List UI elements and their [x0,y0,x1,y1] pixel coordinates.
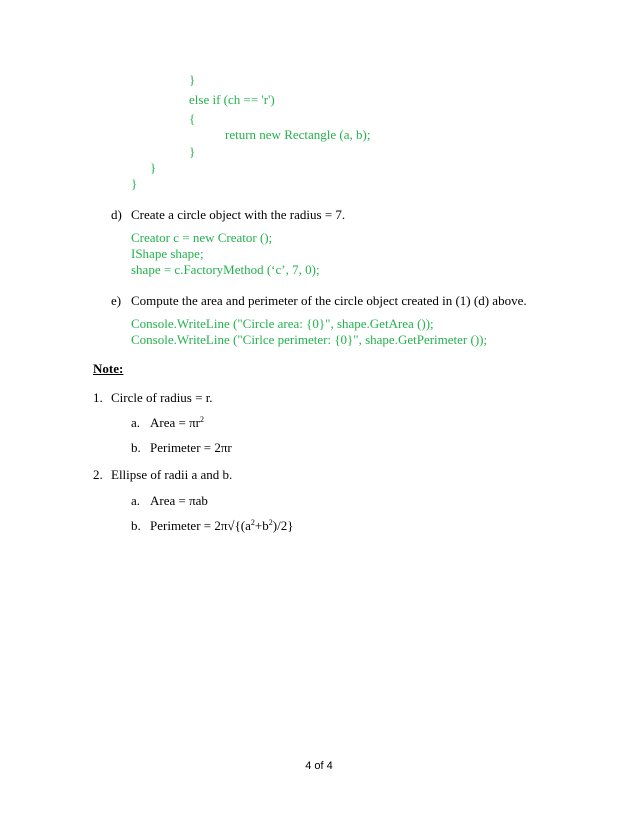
superscript: 2 [268,518,273,527]
formula-text: Area = πr [150,415,200,430]
superscript: 2 [199,415,204,424]
formula-text: Perimeter = 2π√{(a [150,518,251,533]
list-marker: a. [131,415,141,430]
list-item-text: Ellipse of radii a and b. [111,467,233,482]
list-marker: e) [111,293,122,308]
list-marker: 1. [93,390,103,405]
code-line: } [189,72,196,87]
list-item-text: Create a circle object with the radius = 7. [131,207,346,222]
list-marker: d) [111,207,122,222]
formula-text: )/2} [272,518,294,533]
formula-text: +b [254,518,269,533]
code-line: { [189,111,196,126]
formula [150,518,293,534]
list-marker: a. [131,493,141,508]
code-line: } [150,160,157,175]
list-item-text: Circle of radius = r. [111,390,213,405]
list-marker: 2. [93,467,103,482]
note-heading: Note: [93,361,124,376]
code-line: Creator c = new Creator (); [131,230,273,245]
code-line: } [189,144,196,159]
page-number: 4 of 4 [305,760,333,772]
code-line: shape = c.FactoryMethod (‘c’, 7, 0); [131,262,320,277]
formula [150,415,204,431]
code-line: Console.WriteLine ("Cirlce perimeter: {0}", shape.GetPerimeter ()); [131,332,488,347]
formula: Perimeter = 2πr [150,440,232,455]
code-line: } [131,176,138,191]
list-marker: b. [131,518,141,533]
code-line: IShape shape; [131,246,204,261]
list-marker: b. [131,440,141,455]
code-line: else if (ch == 'r') [189,92,275,107]
superscript: 2 [250,518,255,527]
code-line: Console.WriteLine ("Circle area: {0}", shape.GetArea ()); [131,316,434,331]
code-line: return new Rectangle (a, b); [225,127,371,142]
formula: Area = πab [150,493,208,508]
list-item-text: Compute the area and perimeter of the circle object created in (1) (d) above. [131,293,527,308]
